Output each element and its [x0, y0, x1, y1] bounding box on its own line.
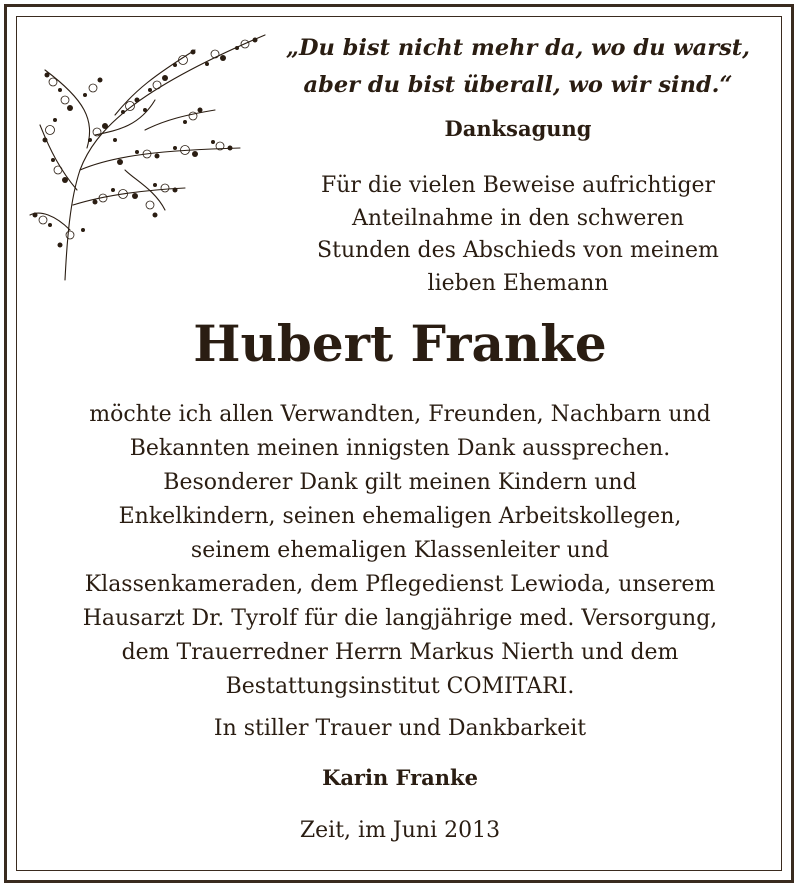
intro-line: Anteilnahme in den schweren	[351, 205, 685, 231]
body-line: Bestattungsinstitut COMITARI.	[225, 674, 575, 699]
flowering-branch-illustration	[25, 30, 275, 285]
quote-line: „Du bist nicht mehr da, wo du warst,	[286, 35, 750, 61]
body-line: seinem ehemaligen Klassenleiter und	[190, 538, 610, 563]
body-line: Enkelkindern, seinen ehemaligen Arbeitskollegen,	[118, 504, 682, 529]
closing-text: In stiller Trauer und Dankbarkeit	[213, 716, 587, 741]
body-line: möchte ich allen Verwandten, Freunden, Nachbarn und	[89, 402, 711, 427]
intro-line: Stunden des Abschieds von meinem	[317, 238, 719, 263]
deceased-name: Hubert Franke	[193, 314, 607, 373]
body-line: Hausarzt Dr. Tyrolf für die langjährige med. Versorgung,	[82, 606, 718, 631]
body-text	[0, 398, 800, 704]
intro-line: Für die vielen Beweise aufrichtiger	[320, 173, 716, 198]
intro-line: lieben Ehemann	[427, 270, 609, 296]
signer-name: Karin Franke	[322, 765, 478, 790]
body-line: Bekannten meinen innigsten Dank aussprechen.	[129, 436, 671, 461]
place-date: Zeit, im Juni 2013	[299, 818, 501, 843]
quote-line: aber du bist überall, wo wir sind.“	[303, 72, 733, 98]
intro-text	[262, 170, 774, 300]
body-line: dem Trauerredner Herrn Markus Nierth und dem	[121, 640, 679, 665]
body-line: Besonderer Dank gilt meinen Kindern und	[163, 470, 637, 495]
quote	[262, 30, 774, 104]
body-line: Klassenkameraden, dem Pflegedienst Lewioda, unserem	[84, 572, 716, 597]
heading: Danksagung	[444, 116, 592, 141]
